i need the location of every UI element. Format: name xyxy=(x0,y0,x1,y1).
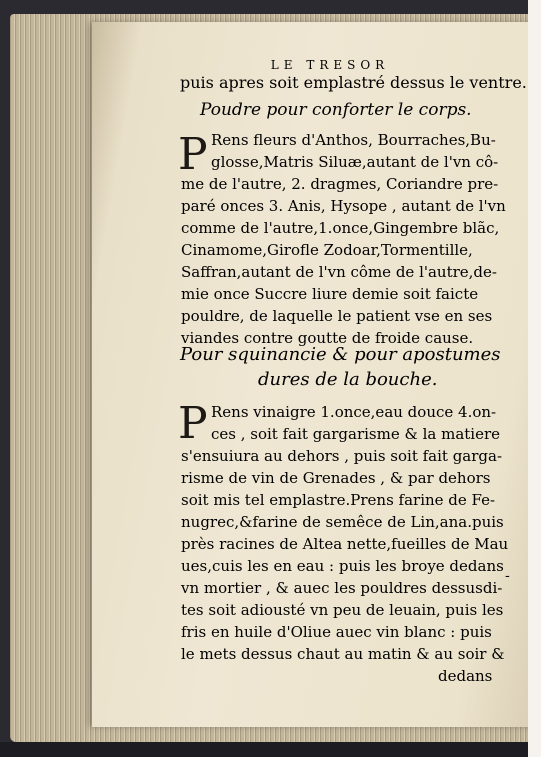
section1-line: pouldre, de laquelle le patient vse en ses xyxy=(181,307,493,325)
catchword: dedans xyxy=(438,667,493,685)
section1-line: comme de l'autre,1.once,Gingembre blãc, xyxy=(181,219,500,237)
section1-dropcap: P xyxy=(178,129,208,180)
bottom-background xyxy=(0,742,541,757)
section1-line: Rens fleurs d'Anthos, Bourraches,Bu- xyxy=(211,131,496,149)
margin-mark: - xyxy=(505,568,510,584)
right-margin-strip xyxy=(528,0,541,757)
section2-line: fris en huile d'Oliue auec vin blanc : puis xyxy=(181,623,492,641)
section2-line: ces , soit fait gargarisme & la matiere xyxy=(211,425,501,443)
section2-line: le mets dessus chaut au matin & au soir & xyxy=(181,645,505,663)
section1-line: Cinamome,Girofle Zodoar,Tormentille, xyxy=(181,241,473,259)
continued-line: puis apres soit emplastré dessus le ventre. xyxy=(180,73,527,92)
section2-line: nugrec,&farine de semêce de Lin,ana.puis xyxy=(181,513,504,531)
section2-dropcap: P xyxy=(178,398,208,449)
section2-line: risme de vin de Grenades , & par dehors xyxy=(181,469,491,487)
section2-title-line1: Pour squinancie & pour apostumes xyxy=(180,344,501,365)
section1-line: glosse,Matris Siluæ,autant de l'vn cô- xyxy=(211,153,499,171)
section1-line: Saffran,autant de l'vn côme de l'autre,de- xyxy=(181,263,497,281)
running-header: LE TRESOR xyxy=(270,58,390,72)
section2-line: Rens vinaigre 1.once,eau douce 4.on- xyxy=(211,403,497,421)
section1-line: viandes contre goutte de froide cause. xyxy=(181,329,474,347)
section1-line: paré onces 3. Anis, Hysope , autant de l'vn xyxy=(181,197,506,215)
section2-line: vn mortier , & auec les pouldres dessusdi- xyxy=(181,579,503,597)
section2-title-line2: dures de la bouche. xyxy=(258,369,438,390)
section2-line: tes soit adiousté vn peu de leuain, puis les xyxy=(181,601,504,619)
section1-line: me de l'autre, 2. dragmes, Coriandre pre- xyxy=(181,175,499,193)
section2-line: ues,cuis les en eau : puis les broye dedans xyxy=(181,557,504,575)
section1-title: Poudre pour conforter le corps. xyxy=(200,100,472,120)
section2-line: soit mis tel emplastre.Prens farine de Fe- xyxy=(181,491,496,509)
section2-line: près racines de Altea nette,fueilles de Mau xyxy=(181,535,509,553)
section1-line: mie once Succre liure demie soit faicte xyxy=(181,285,479,303)
section2-line: s'ensuiura au dehors , puis soit fait garga- xyxy=(181,447,503,465)
